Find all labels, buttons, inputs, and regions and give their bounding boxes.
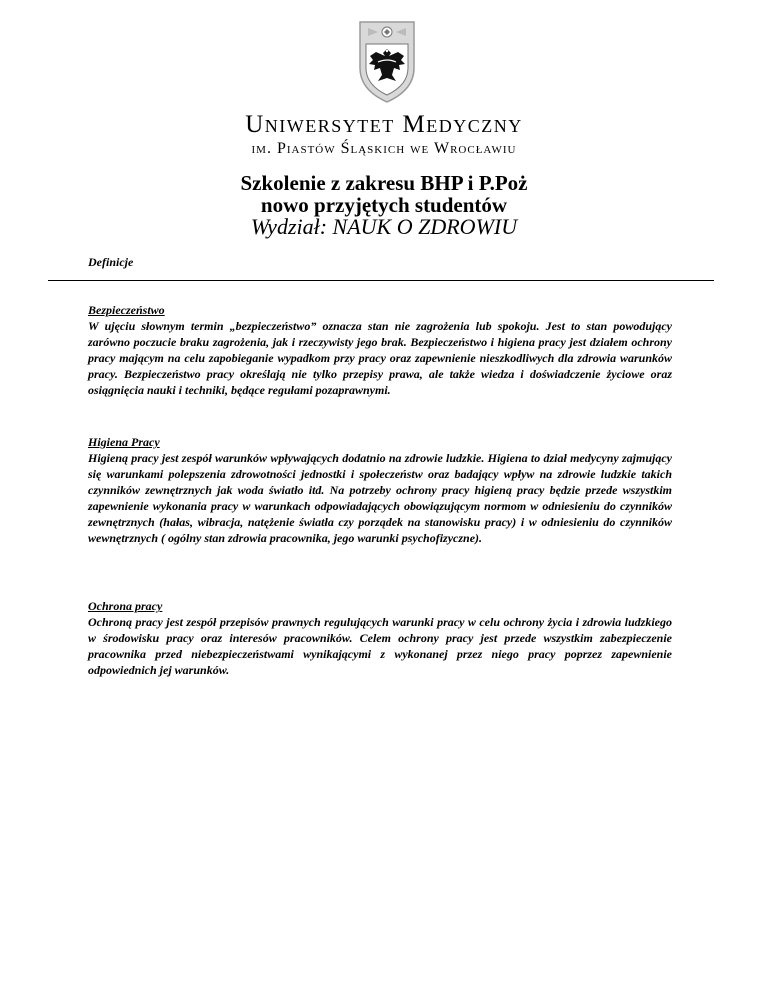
document-title-line-1: Szkolenie z zakresu BHP i P.Poż [240,171,528,195]
university-crest-eagle-icon [356,18,418,104]
definition-section-higiena-pracy [88,434,672,546]
definition-section-ochrona-pracy [88,598,672,678]
definition-body: Ochroną pracy jest zespół przepisów prawnych regulujących warunki pracy w celu ochrony życia i zdrowia ludzkiego w środowisku pracy oraz interesów pracowników. Celem ochrony pracy jest przede wszystkim zabezpieczenie pracownika przed niebezpieczeństwami wynikającymi z wykonanej przez niego pracy poprzez zapewnienie odpowiednich jej warunków. [88,615,672,677]
definition-heading: Ochrona pracy [88,599,163,613]
document-title-line-2: nowo przyjętych studentów [260,193,508,217]
section-label-definitions: Definicje [88,255,134,269]
definition-heading: Bezpieczeństwo [88,303,165,317]
faculty-name: Wydział: NAUK O ZDROWIU [250,214,518,239]
university-name: Uniwersytet Medyczny [245,111,523,138]
definition-body: Higieną pracy jest zespół warunków wpływających dodatnio na zdrowie ludzkie. Higiena to dział medycyny zajmujący się warunkami polepszenia zdrowotności jednostki i społeczeństw oraz badający wpływ na zdrowie ludzkie takich czynników zewnętrznych jak woda światło itd. Na potrzeby ochrony pracy higieną pracy będzie przede wszystkim zapewnienie wykonania pracy w warunkach odpowiadających obowiązującym normom w odniesieniu do czynników zewnętrznych (hałas, wibracja, natężenie światła czy porządek na stanowisku pracy) i w odniesieniu do czynników wewnętrznych ( ogólny stan zdrowia pracownika, jego warunki psychofizyczne). [88,451,672,545]
horizontal-divider [48,280,714,281]
definition-heading: Higiena Pracy [88,435,160,449]
definition-section-bezpieczenstwo [88,302,672,398]
definition-body: W ujęciu słownym termin „bezpieczeństwo” oznacza stan nie zagrożenia lub spokoju. Jest to stan powodujący zarówno poczucie braku zagrożenia, jak i rzeczywisty jego brak. Bezpieczeństwo i higiena pracy jest działem ochrony pracy mającym na celu zapobieganie wypadkom przy pracy oraz zapewnienie nieszkodliwych dla zdrowia warunków pracy. Bezpieczeństwo pracy określają nie tylko przepisy prawa, ale także wiedza i doświadczenie życiowe oraz osiągnięcia nauki i techniki, będące regułami pozaprawnymi. [88,319,672,397]
university-subtitle: im. Piastów Śląskich we Wrocławiu [251,140,517,157]
